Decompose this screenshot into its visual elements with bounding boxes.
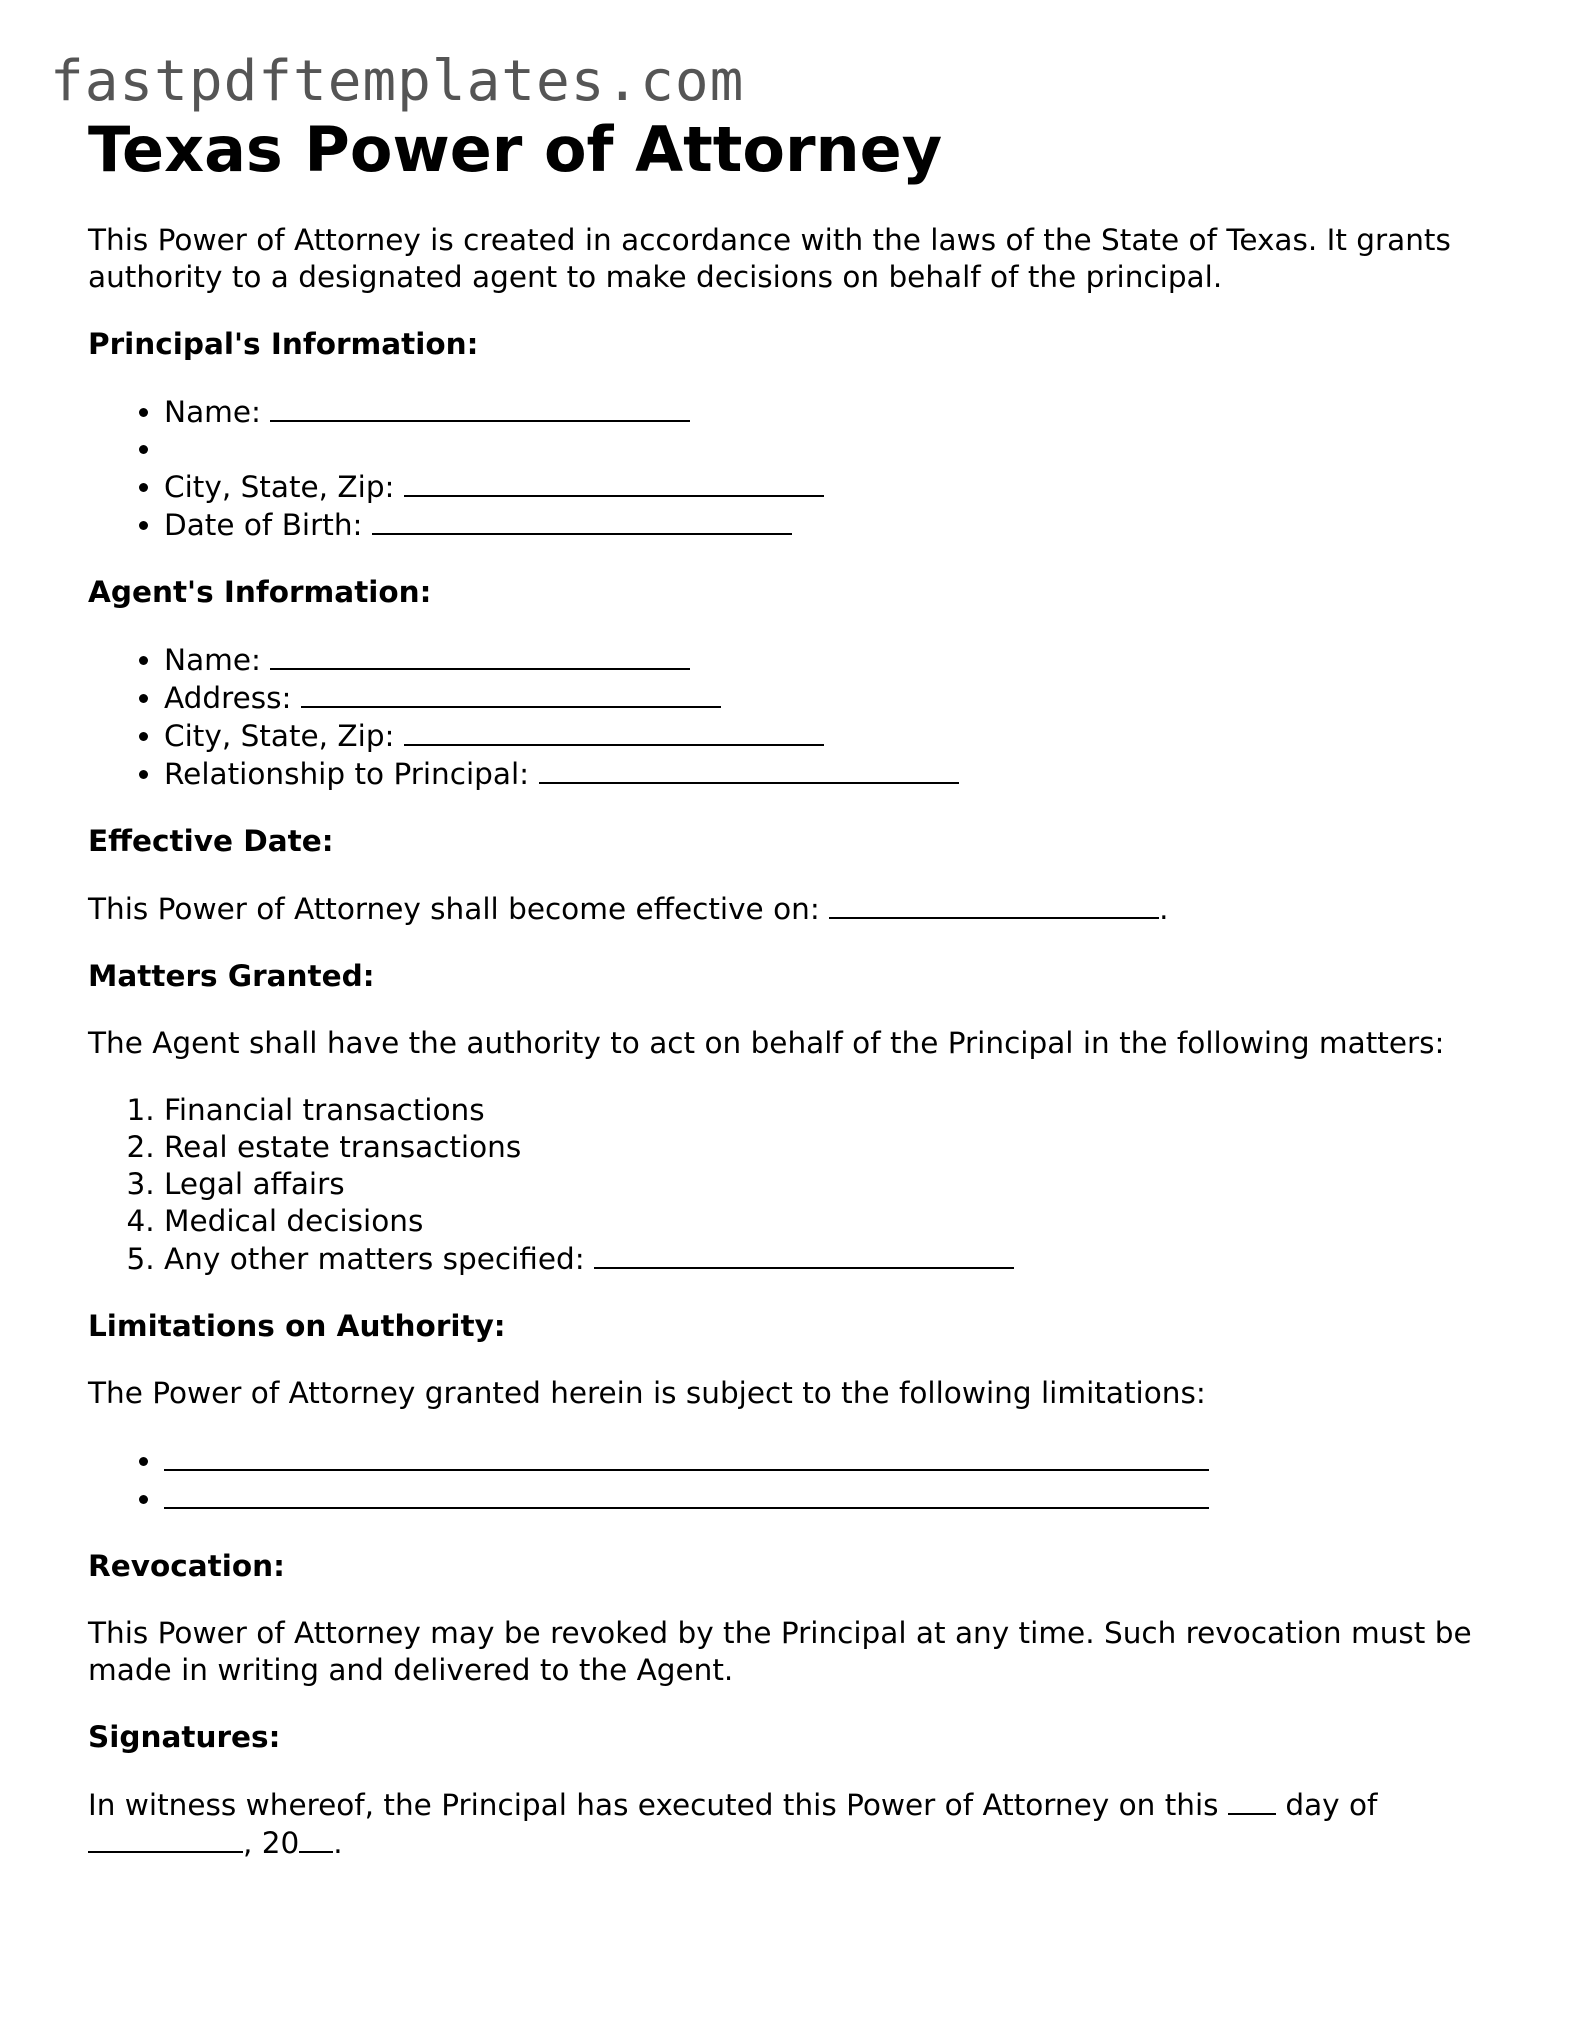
signatures-text-d: . [333, 1826, 343, 1860]
agent-list [88, 641, 1508, 793]
agent-address-item [164, 679, 1508, 717]
matters-item [164, 1203, 1508, 1240]
matters-paragraph: The Agent shall have the authority to act on behalf of the Principal in the following matters: [88, 1026, 1445, 1060]
agent-relationship-item [164, 755, 1508, 793]
agent-name-blank[interactable] [270, 641, 690, 670]
day-blank[interactable] [1228, 1786, 1276, 1815]
signatures-text-b: day of [1285, 1788, 1378, 1822]
principal-dob-item [164, 506, 1508, 544]
limitation-item [164, 1480, 1508, 1518]
agent-address-label: Address: [164, 681, 292, 715]
principal-list [88, 393, 1508, 544]
principal-empty-item [164, 431, 1508, 468]
agent-heading: Agent's Information: [88, 575, 432, 609]
effective-period: . [1159, 892, 1169, 926]
document-title: Texas Power of Attorney [88, 113, 943, 186]
matters-item-label: Financial transactions [164, 1093, 485, 1127]
matters-item-label: Real estate transactions [164, 1130, 522, 1164]
month-blank[interactable] [88, 1824, 243, 1853]
limitation-item [164, 1442, 1508, 1480]
principal-city-blank[interactable] [404, 468, 824, 497]
principal-heading: Principal's Information: [88, 327, 479, 361]
matters-item-label: Legal affairs [164, 1167, 345, 1201]
revocation-paragraph: This Power of Attorney may be revoked by the Principal at any time. Such revocation must be made in writing and delivered to the Agent. [88, 1616, 1472, 1687]
agent-relationship-label: Relationship to Principal: [164, 757, 530, 791]
revocation-heading: Revocation: [88, 1549, 285, 1583]
matters-item [164, 1166, 1508, 1203]
principal-city-item [164, 468, 1508, 506]
limitation-blank[interactable] [164, 1442, 1209, 1471]
matters-item-label: Any other matters specified: [164, 1242, 585, 1276]
principal-dob-blank[interactable] [372, 506, 792, 535]
other-matters-blank[interactable] [594, 1240, 1014, 1269]
principal-name-blank[interactable] [270, 393, 690, 422]
agent-name-item [164, 641, 1508, 679]
signatures-heading: Signatures: [88, 1720, 281, 1754]
agent-city-blank[interactable] [404, 717, 824, 746]
signatures-text-c: , 20 [243, 1826, 300, 1860]
watermark: fastpdftemplates.com [50, 49, 745, 114]
principal-city-label: City, State, Zip: [164, 470, 395, 504]
effective-heading: Effective Date: [88, 824, 334, 858]
limitation-blank[interactable] [164, 1480, 1209, 1509]
signatures-paragraph [88, 1786, 1508, 1862]
matters-item [164, 1092, 1508, 1129]
limitations-heading: Limitations on Authority: [88, 1309, 506, 1343]
matters-list [88, 1092, 1508, 1278]
matters-heading: Matters Granted: [88, 959, 375, 993]
matters-item-label: Medical decisions [164, 1204, 424, 1238]
effective-text: This Power of Attorney shall become effective on: [88, 892, 820, 926]
intro-paragraph: This Power of Attorney is created in accordance with the laws of the State of Texas. It grants authority to a designated agent to make decisions on behalf of the principal. [88, 223, 1451, 294]
effective-paragraph [88, 890, 1508, 928]
matters-item [164, 1129, 1508, 1166]
agent-relationship-blank[interactable] [539, 755, 959, 784]
matters-item [164, 1240, 1508, 1278]
agent-name-label: Name: [164, 643, 261, 677]
principal-dob-label: Date of Birth: [164, 508, 363, 542]
year-blank[interactable] [299, 1824, 333, 1853]
signatures-text-a: In witness whereof, the Principal has executed this Power of Attorney on this [88, 1788, 1219, 1822]
principal-name-item [164, 393, 1508, 431]
agent-city-item [164, 717, 1508, 755]
agent-city-label: City, State, Zip: [164, 719, 395, 753]
effective-date-blank[interactable] [829, 890, 1159, 919]
limitations-list [88, 1442, 1508, 1518]
agent-address-blank[interactable] [301, 679, 721, 708]
document-page [88, 108, 1508, 1892]
principal-name-label: Name: [164, 395, 261, 429]
limitations-paragraph: The Power of Attorney granted herein is subject to the following limitations: [88, 1376, 1206, 1410]
